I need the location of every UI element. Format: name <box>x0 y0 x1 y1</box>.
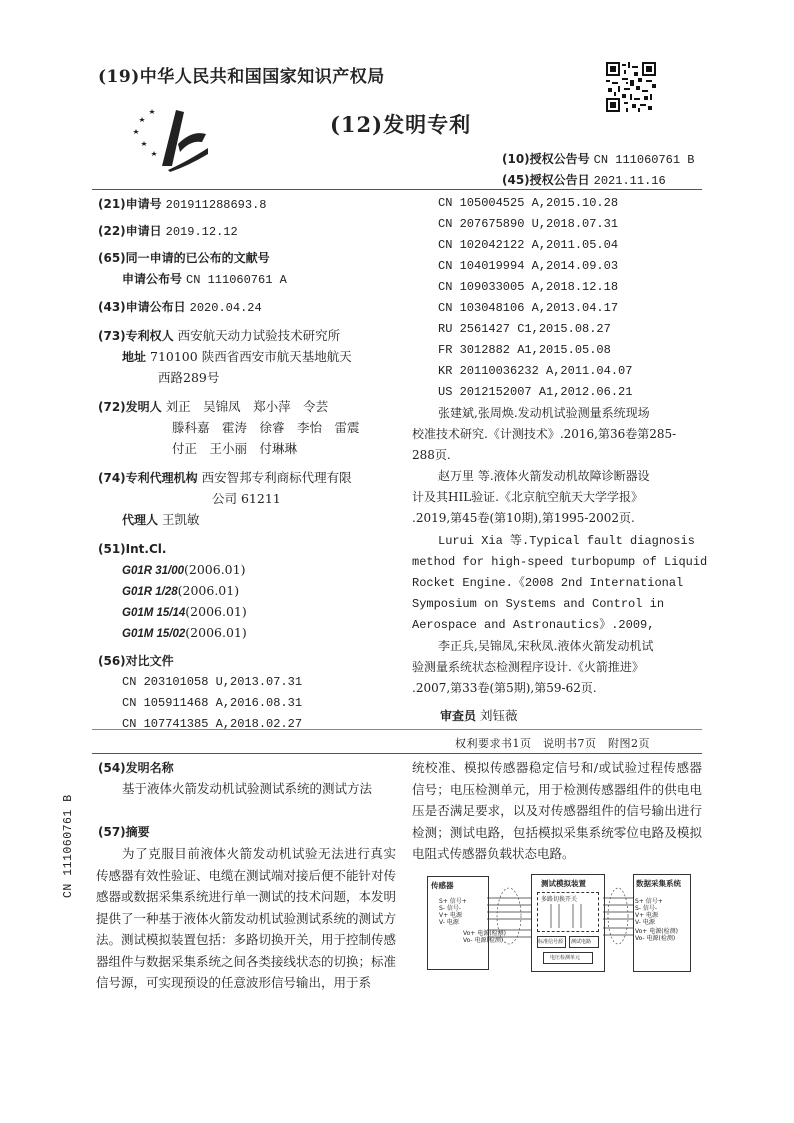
inventors-line-1: 刘正 吴锦凤 郑小萍 令芸 <box>165 399 329 414</box>
cited-document: CN 103048106 A,2013.04.17 <box>438 301 619 315</box>
intcl-code: G01R 31/00 <box>122 565 185 577</box>
intcl-code: G01M 15/02 <box>122 628 186 640</box>
literature-line: 288页. <box>412 448 451 462</box>
application-number-label: (21)申请号 <box>98 197 162 211</box>
filing-date-label: (22)申请日 <box>98 224 162 238</box>
same-application-heading <box>98 247 270 269</box>
test-device-label: 测试模拟装置 <box>541 879 586 888</box>
cited-document: US 2012152007 A1,2012.06.21 <box>438 385 633 399</box>
intcl-label: (51)Int.Cl. <box>98 542 167 556</box>
literature-line: Rocket Engine.《2008 2nd International <box>412 576 684 590</box>
literature-line: method for high-speed turbopump of Liquid <box>412 555 708 569</box>
grant-date-value: 2021.11.16 <box>593 174 666 188</box>
intcl-version: (2006.01) <box>185 625 247 640</box>
agent-value: 王凯敏 <box>162 512 200 527</box>
qr-code-icon <box>606 62 656 112</box>
cited-document: RU 2561427 C1,2015.08.27 <box>438 322 611 336</box>
same-application-label: (65)同一申请的已公布的文献号 <box>98 251 270 265</box>
agent-label: 代理人 <box>122 513 159 527</box>
daq-pin: S+ 信号+ <box>635 898 663 905</box>
header-rule <box>92 189 702 190</box>
cited-document: CN 207675890 U,2018.07.31 <box>438 217 619 231</box>
page-count-summary: 权利要求书1页 说明书7页 附图2页 <box>455 737 650 750</box>
abstract-rule <box>92 753 702 754</box>
invention-title-heading <box>98 757 174 779</box>
voltage-detect-label: 电压检测单元 <box>550 955 581 961</box>
grant-date <box>502 171 666 188</box>
cited-document: CN 104019994 A,2014.09.03 <box>438 259 619 273</box>
examiner-label: 审查员 <box>440 709 477 723</box>
literature-line: .2019,第45卷(第10期),第1995-2002页. <box>412 511 635 525</box>
cnipa-logo <box>128 104 210 172</box>
abstract-text-right: 统校准、模拟传感器稳定信号和/或试验过程传感器信号；电压检测单元，用于检测传感器组件的供电电压是否满足要求，以及对传感器组件的信号输出进行检测；测试电路，包括模拟采集系统零位电路及模拟电阻式传感器负载状态电路。 <box>412 760 702 861</box>
cited-document: CN 107741385 A,2018.02.27 <box>122 717 303 731</box>
signal-source-label: 标准信号源 <box>538 939 564 945</box>
agency-line-2: 公司 61211 <box>212 491 281 506</box>
application-number-value: 201911288693.8 <box>165 198 267 212</box>
literature-line: 计及其HIL验证.《北京航空航天大学学报》 <box>412 490 643 504</box>
invention-title-label: (54)发明名称 <box>98 761 174 775</box>
publication-number <box>122 268 287 291</box>
inventors-label: (72)发明人 <box>98 400 162 414</box>
cited-documents-heading <box>98 650 174 672</box>
wiring-lines <box>423 868 693 973</box>
inventors-line-2: 滕科嘉 霍涛 徐睿 李怡 雷震 <box>172 420 360 435</box>
literature-line: 验测量系统状态检测程序设计.《火箭推进》 <box>412 660 644 674</box>
cited-document: FR 3012882 A1,2015.05.08 <box>438 343 611 357</box>
address <box>122 346 352 368</box>
intcl-code: G01R 1/28 <box>122 586 178 598</box>
agency-line-1: 西安智邦专利商标代理有限 <box>201 470 352 485</box>
cited-document: CN 105911468 A,2016.08.31 <box>122 696 303 710</box>
switch-label: 多路切换开关 <box>541 896 578 903</box>
grant-number <box>502 150 694 167</box>
sensor-pin: V- 电源 <box>439 919 459 926</box>
sensor-pin: V+ 电源 <box>439 912 463 919</box>
intcl-item <box>122 622 247 645</box>
inventors <box>98 396 328 418</box>
grant-number-value: CN 111060761 B <box>593 153 695 167</box>
daq-pin: Vo+ 电源(检测) <box>635 928 678 935</box>
sensor-pin: S- 信号- <box>439 905 462 912</box>
intcl-version: (2006.01) <box>184 562 246 577</box>
intcl-item <box>122 559 245 582</box>
literature-line: Symposium on Systems and Control in <box>412 597 665 611</box>
summary-rule <box>92 729 702 730</box>
examiner-value: 刘钰薇 <box>480 708 518 723</box>
sensor-pin: Vo- 电源(检测) <box>463 937 504 944</box>
literature-line: 赵万里 等.液体火箭发动机故障诊断器设 <box>438 469 650 483</box>
cited-documents-label: (56)对比文件 <box>98 654 174 668</box>
address-line-1: 710100 陕西省西安市航天基地航天 <box>150 349 352 364</box>
application-number <box>98 193 266 216</box>
test-circuit-label: 测试电路 <box>571 939 592 945</box>
literature-line: Lurui Xia 等.Typical fault diagnosis <box>438 534 695 548</box>
intcl-item <box>122 580 239 603</box>
assignee-value: 西安航天动力试验技术研究所 <box>177 328 341 343</box>
daq-pin: V- 电源 <box>635 919 655 926</box>
abstract-label: (57)摘要 <box>98 825 150 839</box>
daq-pin: S- 信号- <box>635 905 658 912</box>
document-type: (12)发明专利 <box>330 112 472 137</box>
abstract-figure <box>423 868 693 973</box>
agent <box>122 509 200 531</box>
sensor-pin: Vo+ 电源(检测) <box>463 930 506 937</box>
filing-date <box>98 220 238 243</box>
literature-line: .2007,第33卷(第5期),第59-62页. <box>412 681 597 695</box>
cited-document: CN 102042122 A,2011.05.04 <box>438 238 619 252</box>
address-line-2: 西路289号 <box>158 370 220 385</box>
examiner <box>440 705 518 727</box>
intcl-version: (2006.01) <box>177 583 240 598</box>
literature-line: 张建斌,张周焕.发动机试验测量系统现场 <box>438 406 650 420</box>
literature-line: Aerospace and Astronautics》.2009, <box>412 618 655 632</box>
cited-document: CN 109033005 A,2018.12.18 <box>438 280 619 294</box>
assignee <box>98 325 340 347</box>
abstract-text-left: 为了克服目前液体火箭发动机试验无法进行真实传感器有效性验证、电缆在测试端对接后便不能针对传感器或数据采集系统进行单一测试的技术问题，本发明提供了一种基于液体火箭发动机试验测试系统的测试方法。测试模拟装置包括：多路切换开关，用于控制传感器组件与数据采集系统之间各类接线状态的切换；标准信号源，可实现预设的任意波形信号输出，用于系 <box>96 846 397 990</box>
grant-date-label: (45)授权公告日 <box>502 173 590 187</box>
grant-number-label: (10)授权公告号 <box>502 152 590 166</box>
literature-line: 李正兵,吴锦凤,宋秋凤.液体火箭发动机试 <box>438 639 654 653</box>
filing-date-value: 2019.12.12 <box>165 225 238 239</box>
cited-document: KR 20110036232 A,2011.04.07 <box>438 364 633 378</box>
publication-date-value: 2020.04.24 <box>189 301 262 315</box>
publication-date-label: (43)申请公布日 <box>98 300 186 314</box>
publication-number-label: 申请公布号 <box>122 272 183 286</box>
daq-pin: V+ 电源 <box>635 912 659 919</box>
intcl-code: G01M 15/14 <box>122 607 186 619</box>
side-patent-id: CN 111060761 B <box>62 794 75 898</box>
publication-date <box>98 296 262 319</box>
literature-line: 校准技术研究.《计测技术》.2016,第36卷第285- <box>412 427 677 441</box>
intcl-heading <box>98 538 166 560</box>
agency-label: (74)专利代理机构 <box>98 471 198 485</box>
inventors-line-3: 付正 王小丽 付琳琳 <box>172 441 298 456</box>
daq-pin: Vo- 电源(检测) <box>635 935 676 942</box>
daq-label: 数据采集系统 <box>636 879 681 888</box>
invention-title: 基于液体火箭发动机试验测试系统的测试方法 <box>122 781 373 796</box>
abstract-heading <box>98 821 150 843</box>
sensor-label: 传感器 <box>431 881 454 890</box>
cited-document: CN 105004525 A,2015.10.28 <box>438 196 619 210</box>
intcl-item <box>122 601 247 624</box>
intcl-version: (2006.01) <box>185 604 247 619</box>
sensor-pin: S+ 信号+ <box>439 898 467 905</box>
address-label: 地址 <box>122 350 147 364</box>
cited-document: CN 203101058 U,2013.07.31 <box>122 675 303 689</box>
agency <box>98 467 352 489</box>
office-name: (19)中华人民共和国国家知识产权局 <box>98 67 385 87</box>
publication-number-value: CN 111060761 A <box>186 273 287 287</box>
assignee-label: (73)专利权人 <box>98 329 174 343</box>
